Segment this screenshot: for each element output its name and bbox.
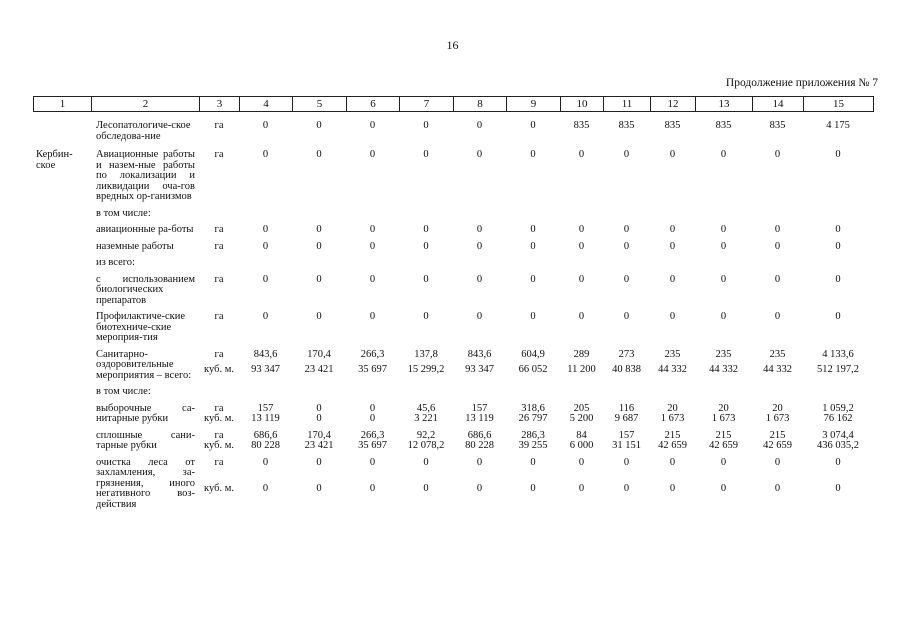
column-header: 10 <box>561 97 604 112</box>
table-row <box>33 225 873 236</box>
value-cell: 20 <box>772 402 783 414</box>
column-header: 9 <box>507 97 561 112</box>
value-cell: 0 <box>262 149 269 160</box>
value-cell: 0 <box>316 149 322 160</box>
value-cell: 20 <box>718 402 729 414</box>
value-cell: 0 <box>530 240 536 252</box>
value-cell: 0 <box>476 273 483 285</box>
value-cell: 0 <box>369 402 376 414</box>
value-cell: 686,6 <box>467 429 492 441</box>
value-cell: 235 <box>664 348 681 360</box>
activity-description: сплошные сани-тарные рубки <box>96 429 195 451</box>
value-cell: 0 <box>835 240 841 252</box>
value-cell: 12 078,2 <box>407 440 445 451</box>
activity-description: наземные работы <box>96 240 174 252</box>
value-cell: 0 <box>623 456 630 468</box>
value-cell: 0 <box>720 224 727 235</box>
value-cell: 0 <box>669 273 676 285</box>
column-header: 12 <box>651 97 696 112</box>
value-cell: 157 <box>618 429 635 441</box>
value-cell: 93 347 <box>465 364 494 376</box>
value-cell: 0 <box>369 311 376 322</box>
value-cell: 0 <box>835 149 841 160</box>
value-cell: 0 <box>369 240 376 252</box>
value-cell: 0 <box>669 482 676 494</box>
region-cell <box>33 312 91 344</box>
region-cell <box>33 258 91 269</box>
value-cell: 0 <box>623 273 630 285</box>
value-cell: 235 <box>769 348 786 360</box>
value-cell: 0 <box>316 402 322 414</box>
value-cell: 1 673 <box>711 413 736 424</box>
region-cell <box>33 458 91 511</box>
value-cell: 0 <box>262 311 269 322</box>
table-row <box>33 387 873 398</box>
value-cell: 35 697 <box>358 364 387 376</box>
value-cell: 0 <box>369 120 376 131</box>
value-cell: 42 659 <box>658 440 687 451</box>
unit-cell: га <box>214 311 224 322</box>
value-cell: 0 <box>835 456 841 468</box>
unit-cell: куб. м. <box>204 440 234 451</box>
column-header: 8 <box>454 97 507 112</box>
value-cell: 835 <box>664 120 681 131</box>
value-cell: 39 255 <box>518 440 548 451</box>
unit-cell: куб. м. <box>204 413 234 424</box>
value-cell: 289 <box>573 348 590 360</box>
forest-protection-table <box>33 115 873 510</box>
value-cell: 4 133,6 <box>822 348 854 360</box>
value-cell: 84 <box>576 429 587 441</box>
value-cell: 45,6 <box>416 402 436 414</box>
value-cell: 9 687 <box>614 413 639 424</box>
column-header: 14 <box>753 97 804 112</box>
value-cell: 35 697 <box>358 440 387 451</box>
value-cell: 0 <box>623 482 630 494</box>
value-cell: 0 <box>530 311 536 322</box>
column-header: 4 <box>240 97 293 112</box>
value-cell: 835 <box>715 120 732 131</box>
table-row <box>33 258 873 269</box>
value-cell: 0 <box>669 456 676 468</box>
value-cell: 0 <box>476 482 483 494</box>
unit-cell: куб. м. <box>204 482 234 494</box>
value-cell: 0 <box>530 273 536 285</box>
column-number-header <box>33 96 874 112</box>
value-cell: 0 <box>316 456 322 468</box>
value-cell: 0 <box>316 120 322 131</box>
value-cell: 157 <box>257 402 274 414</box>
value-cell: 215 <box>715 429 732 441</box>
value-cell: 273 <box>618 348 635 360</box>
value-cell: 80 228 <box>251 440 280 451</box>
value-cell: 0 <box>669 149 676 160</box>
value-cell: 843,6 <box>253 348 278 360</box>
value-cell: 0 <box>423 120 429 131</box>
column-header: 2 <box>92 97 200 112</box>
value-cell: 835 <box>618 120 635 131</box>
value-cell: 0 <box>262 456 269 468</box>
value-cell: 0 <box>530 149 536 160</box>
value-cell: 0 <box>774 273 781 285</box>
value-cell: 0 <box>720 482 727 494</box>
table-row <box>33 350 873 366</box>
column-header: 13 <box>696 97 753 112</box>
value-cell: 1 059,2 <box>822 402 854 414</box>
value-cell: 0 <box>530 224 536 235</box>
value-cell: 0 <box>774 456 781 468</box>
activity-description: в том числе: <box>96 386 151 397</box>
value-cell: 0 <box>774 482 781 494</box>
region-cell <box>33 404 91 425</box>
activity-description: в том числе: <box>96 207 151 219</box>
value-cell: 31 151 <box>612 440 641 451</box>
value-cell: 0 <box>530 456 536 468</box>
value-cell: 0 <box>423 240 429 252</box>
value-cell: 3 221 <box>414 413 438 424</box>
value-cell: 15 299,2 <box>407 364 445 376</box>
value-cell: 0 <box>262 120 269 131</box>
value-cell: 0 <box>835 224 841 235</box>
value-cell: 0 <box>578 224 585 235</box>
value-cell: 23 421 <box>304 440 334 451</box>
activity-description: Санитарно-оздоровительные мероприятия – всего: <box>96 348 192 381</box>
value-cell: 0 <box>423 482 429 494</box>
region-cell <box>33 387 91 398</box>
value-cell: 76 162 <box>823 413 853 424</box>
value-cell: 157 <box>471 402 488 414</box>
continuation-caption: Продолжение приложения № 7 <box>725 77 878 89</box>
value-cell: 205 <box>573 402 590 414</box>
value-cell: 0 <box>578 240 585 252</box>
value-cell: 0 <box>669 240 676 252</box>
value-cell: 843,6 <box>467 348 492 360</box>
value-cell: 170,4 <box>307 348 331 360</box>
value-cell: 26 797 <box>518 413 548 424</box>
value-cell: 0 <box>476 224 483 235</box>
value-cell: 0 <box>316 311 322 322</box>
value-cell: 13 119 <box>251 413 280 424</box>
activity-description: из всего: <box>96 257 135 268</box>
unit-cell: га <box>214 273 224 285</box>
activity-description: Профилактиче-ские биотехниче-ские мероприя-тия <box>96 311 186 343</box>
value-cell: 0 <box>774 224 781 235</box>
unit-cell: га <box>214 149 224 160</box>
value-cell: 0 <box>578 482 585 494</box>
value-cell: 835 <box>573 120 590 131</box>
value-cell: 0 <box>423 456 429 468</box>
value-cell: 0 <box>623 240 630 252</box>
value-cell: 0 <box>720 311 727 322</box>
value-cell: 318,6 <box>521 402 545 414</box>
value-cell: 686,6 <box>253 429 278 441</box>
unit-cell: га <box>214 402 224 414</box>
value-cell: 436 035,2 <box>817 440 859 451</box>
value-cell: 0 <box>720 273 727 285</box>
column-header: 7 <box>400 97 454 112</box>
column-header: 15 <box>804 97 874 112</box>
value-cell: 0 <box>369 224 376 235</box>
value-cell: 0 <box>623 224 630 235</box>
table-row <box>33 150 873 203</box>
column-header: 11 <box>604 97 651 112</box>
value-cell: 1 673 <box>765 413 790 424</box>
table-row <box>33 458 873 484</box>
value-cell: 0 <box>316 482 322 494</box>
table-row <box>33 242 873 253</box>
unit-cell: куб. м. <box>204 364 234 376</box>
region-cell: Кербин-ское <box>36 149 73 171</box>
region-cell <box>33 242 91 253</box>
unit-cell: га <box>214 429 224 441</box>
value-cell: 0 <box>578 311 585 322</box>
value-cell: 0 <box>423 273 429 285</box>
value-cell: 0 <box>578 273 585 285</box>
value-cell: 11 200 <box>567 364 596 376</box>
region-cell <box>33 225 91 236</box>
value-cell: 0 <box>623 149 630 160</box>
value-cell: 0 <box>369 413 376 424</box>
unit-cell: га <box>214 224 224 235</box>
value-cell: 286,3 <box>521 429 545 441</box>
value-cell: 0 <box>316 224 322 235</box>
table-row <box>33 275 873 307</box>
region-cell <box>33 275 91 307</box>
value-cell: 42 659 <box>709 440 738 451</box>
column-header: 3 <box>200 97 240 112</box>
table-row <box>33 431 873 442</box>
value-cell: 0 <box>578 456 585 468</box>
value-cell: 44 332 <box>709 364 738 376</box>
value-cell: 0 <box>369 456 376 468</box>
value-cell: 42 659 <box>763 440 792 451</box>
value-cell: 0 <box>476 149 483 160</box>
value-cell: 0 <box>530 482 536 494</box>
value-cell: 137,8 <box>414 348 438 360</box>
value-cell: 66 052 <box>518 364 548 376</box>
unit-cell: га <box>214 240 224 252</box>
region-cell <box>33 350 91 382</box>
value-cell: 0 <box>835 482 841 494</box>
activity-description: Лесопатологиче-ское обследова-ние <box>96 120 191 142</box>
value-cell: 0 <box>720 240 727 252</box>
value-cell: 0 <box>578 149 585 160</box>
value-cell: 512 197,2 <box>817 364 859 376</box>
value-cell: 3 074,4 <box>822 429 854 441</box>
table-row <box>33 312 873 344</box>
value-cell: 0 <box>262 482 269 494</box>
value-cell: 0 <box>316 273 322 285</box>
value-cell: 0 <box>623 311 630 322</box>
value-cell: 20 <box>667 402 678 414</box>
value-cell: 1 673 <box>660 413 685 424</box>
value-cell: 0 <box>423 149 429 160</box>
unit-cell: га <box>214 348 224 360</box>
value-cell: 6 000 <box>569 440 594 451</box>
value-cell: 170,4 <box>307 429 331 441</box>
table-row <box>33 209 873 220</box>
value-cell: 0 <box>369 149 376 160</box>
activity-description: с использованием биологических препаратов <box>96 273 195 306</box>
value-cell: 0 <box>835 273 841 285</box>
value-cell: 4 175 <box>826 120 850 131</box>
value-cell: 0 <box>316 240 322 252</box>
value-cell: 0 <box>262 240 269 252</box>
value-cell: 0 <box>369 273 376 285</box>
region-cell <box>33 121 91 142</box>
value-cell: 0 <box>476 240 483 252</box>
value-cell: 40 838 <box>612 364 641 376</box>
region-cell <box>33 209 91 220</box>
activity-description: очистка леса от захламления, за-грязнения, иного негативного воз-действия <box>96 456 195 510</box>
value-cell: 215 <box>664 429 681 441</box>
value-cell: 0 <box>262 224 269 235</box>
value-cell: 0 <box>669 311 676 322</box>
value-cell: 604,9 <box>521 348 545 360</box>
value-cell: 0 <box>669 224 676 235</box>
value-cell: 235 <box>715 348 732 360</box>
table-row <box>33 121 873 142</box>
value-cell: 266,3 <box>360 348 385 360</box>
value-cell: 0 <box>423 311 429 322</box>
value-cell: 0 <box>774 149 781 160</box>
value-cell: 215 <box>769 429 786 441</box>
column-header: 6 <box>347 97 400 112</box>
value-cell: 266,3 <box>360 429 385 441</box>
value-cell: 0 <box>720 149 727 160</box>
column-header: 5 <box>293 97 347 112</box>
value-cell: 0 <box>720 456 727 468</box>
page-number: 16 <box>446 38 459 52</box>
value-cell: 0 <box>476 311 483 322</box>
value-cell: 80 228 <box>465 440 494 451</box>
value-cell: 0 <box>476 120 483 131</box>
value-cell: 5 200 <box>569 413 594 424</box>
value-cell: 44 332 <box>763 364 792 376</box>
value-cell: 835 <box>769 120 786 131</box>
value-cell: 0 <box>369 482 376 494</box>
value-cell: 0 <box>774 311 781 322</box>
value-cell: 23 421 <box>304 364 334 376</box>
activity-description: выборочные са-нитарные рубки <box>96 402 195 424</box>
value-cell: 44 332 <box>658 364 687 376</box>
column-header: 1 <box>34 97 92 112</box>
unit-cell: га <box>214 456 224 468</box>
region-cell <box>33 431 91 452</box>
value-cell: 0 <box>423 224 429 235</box>
table-row <box>33 404 873 415</box>
value-cell: 0 <box>316 413 322 424</box>
value-cell: 92,2 <box>416 429 436 441</box>
value-cell: 116 <box>618 402 635 414</box>
value-cell: 0 <box>774 240 781 252</box>
value-cell: 0 <box>262 273 269 285</box>
value-cell: 0 <box>530 120 536 131</box>
activity-description: авиационные ра-боты <box>96 224 194 235</box>
value-cell: 93 347 <box>251 364 280 376</box>
value-cell: 13 119 <box>465 413 494 424</box>
value-cell: 0 <box>835 311 841 322</box>
value-cell: 0 <box>476 456 483 468</box>
activity-description: Авиационные работы и назем-ные работы по локализации и ликвидации оча-гов вредных ор-ганизмов <box>96 149 195 202</box>
unit-cell: га <box>214 120 224 131</box>
